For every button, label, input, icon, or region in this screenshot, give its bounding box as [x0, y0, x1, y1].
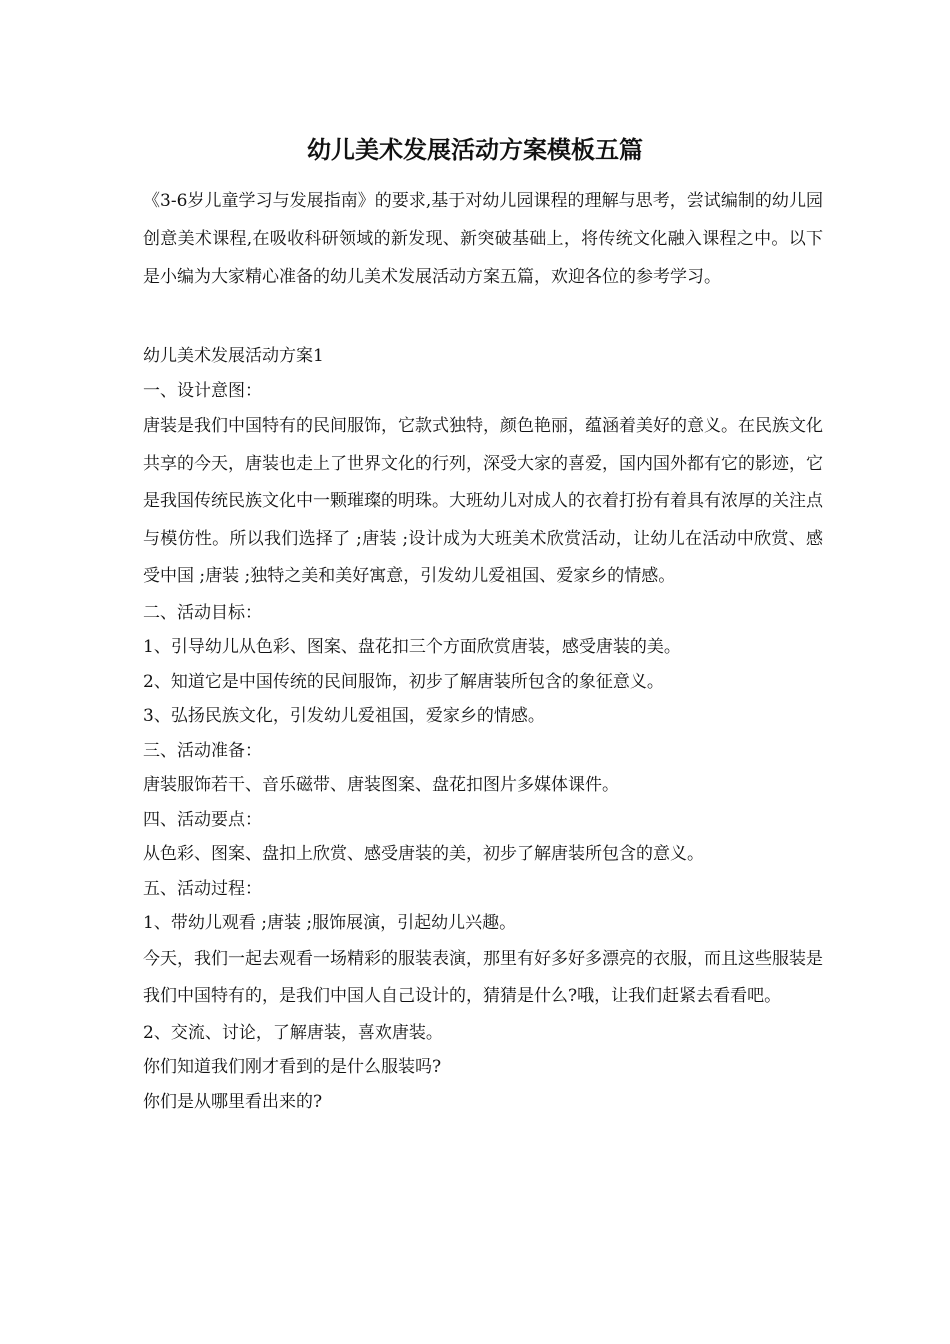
heading-keypoints: 四、活动要点：: [143, 809, 262, 830]
section-body: [143, 339, 823, 1119]
process-step-2: 2、交流、讨论，了解唐装，喜欢唐装。: [143, 1022, 443, 1043]
goal-item-1: 1、引导幼儿从色彩、图案、盘花扣三个方面欣赏唐装，感受唐装的美。: [143, 637, 681, 657]
preparation-text: 唐装服饰若干、音乐磁带、唐装图案、盘花扣图片多媒体课件。: [143, 775, 619, 795]
keypoints-text: 从色彩、图案、盘扣上欣赏、感受唐装的美，初步了解唐装所包含的意义。: [143, 844, 704, 864]
heading-preparation: 三、活动准备：: [143, 740, 262, 761]
process-step-1: 1、带幼儿观看 ;唐装 ;服饰展演，引起幼儿兴趣。: [143, 913, 517, 933]
document-content: [143, 182, 823, 1119]
goal-item-3: 3、弘扬民族文化，引发幼儿爱祖国，爱家乡的情感。: [143, 706, 545, 726]
goal-item-2: 2、知道它是中国传统的民间服饰，初步了解唐装所包含的象征意义。: [143, 671, 664, 692]
heading-design-intent: 一、设计意图：: [143, 380, 262, 401]
question-2: 你们是从哪里看出来的?: [143, 1091, 323, 1112]
document-title: 幼儿美术发展活动方案模板五篇: [307, 135, 643, 164]
process-paragraph: 今天，我们一起去观看一场精彩的服装表演，那里有好多好多漂亮的衣服，而且这些服装是我们中国特有的，是我们中国人自己设计的，猜猜是什么?哦，让我们赶紧去看看吧。: [143, 948, 823, 1006]
intro-paragraph: 《3-6岁儿童学习与发展指南》的要求,基于对幼儿园课程的理解与思考，尝试编制的幼儿园创意美术课程,在吸收科研领域的新发现、新突破基础上，将传统文化融入课程之中。以下是小编为大家精心准备的幼儿美术发展活动方案五篇，欢迎各位的参考学习。: [143, 191, 823, 287]
question-1: 你们知道我们刚才看到的是什么服装吗?: [143, 1057, 442, 1077]
heading-goals: 二、活动目标：: [143, 602, 262, 623]
design-intent-paragraph: 唐装是我们中国特有的民间服饰，它款式独特，颜色艳丽，蕴涵着美好的意义。在民族文化共享的今天，唐装也走上了世界文化的行列，深受大家的喜爱，国内国外都有它的影迹，它是我国传统民族文化中一颗璀璨的明珠。大班幼儿对成人的衣着打扮有着具有浓厚的关注点与模仿性。所以我们选择了 ;唐装 ;设计成为大班美术欣赏活动，让幼儿在活动中欣赏、感受中国 ;唐装 ;独特之美和美好寓意，引发幼儿爱祖国、爱家乡的情感。: [143, 416, 823, 586]
heading-process: 五、活动过程：: [143, 878, 262, 899]
section-title: 幼儿美术发展活动方案1: [143, 346, 324, 366]
